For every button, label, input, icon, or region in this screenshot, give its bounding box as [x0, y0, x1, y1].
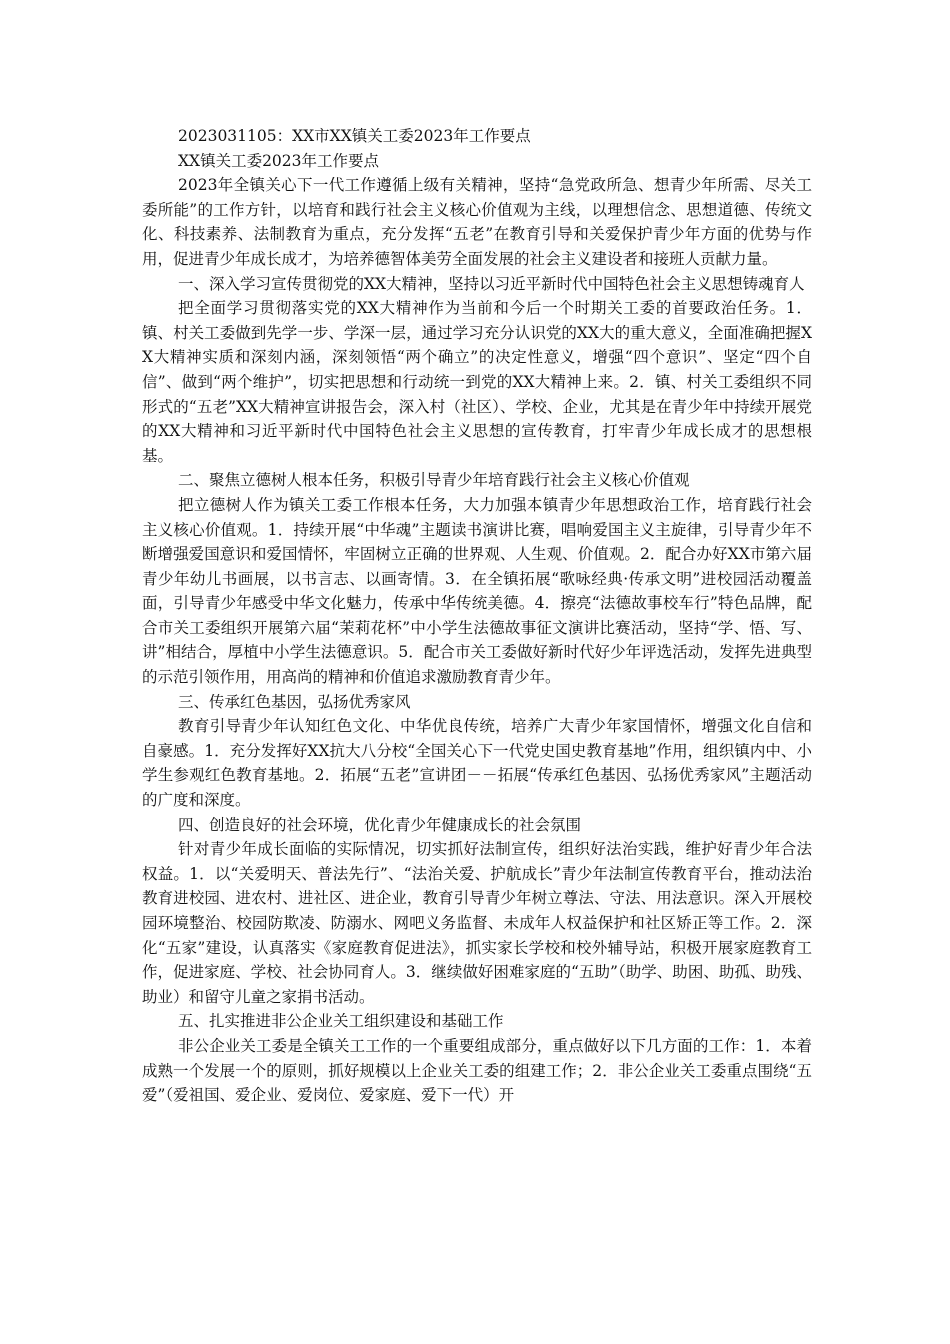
paragraph-section-5: 非公企业关工委是全镇关工工作的一个重要组成部分，重点做好以下几方面的工作：1．本着成熟一个发展一个的原则，抓好规模以上企业关工委的组建工作；2．非公企业关工委重点围绕“五爱”（爱祖国、爱企业、爱岗位、爱家庭、爱下一代）开: [142, 1036, 812, 1105]
paragraph-intro: 2023年全镇关心下一代工作遵循上级有关精神，坚持“急党政所急、想青少年所需、尽关工委所能”的工作方针，以培育和践行社会主义核心价值观为主线，以理想信念、思想道德、传统文化、科技素养、法制教育为重点，充分发挥“五老”在教育引导和关爱保护青少年方面的优势与作用，促进青少年成长成才，为培养德智体美劳全面发展的社会主义建设者和接班人贡献力量。: [142, 176, 812, 268]
section-heading-3: 三、传承红色基因，弘扬优秀家风: [178, 692, 411, 711]
section-heading-1: 一、深入学习宣传贯彻党的XX大精神，坚持以习近平新时代中国特色社会主义思想铸魂育人: [178, 274, 805, 293]
paragraph-section-2: 把立德树人作为镇关工委工作根本任务，大力加强本镇青少年思想政治工作，培育践行社会主义核心价值观。1．持续开展“中华魂”主题读书演讲比赛，唱响爱国主义主旋律，引导青少年不断增强爱国意识和爱国情怀，牢固树立正确的世界观、人生观、价值观。2．配合办好XX市第六届青少年幼儿书画展，以书言志、以画寄情。3．在全镇拓展“歌咏经典·传承文明”进校园活动覆盖面，引导青少年感受中华文化魅力，传承中华传统美德。4．擦亮“法德故事校车行”特色品牌，配合市关工委组织开展第六届“茉莉花杯”中小学生法德故事征文演讲比赛活动，坚持“学、悟、写、讲”相结合，厚植中小学生法德意识。5．配合市关工委做好新时代好少年评选活动，发挥先进典型的示范引领作用，用高尚的精神和价值追求激励教育青少年。: [142, 495, 812, 687]
section-heading-2: 二、聚焦立德树人根本任务，积极引导青少年培育践行社会主义核心价值观: [178, 471, 690, 490]
document-title: XX镇关工委2023年工作要点: [178, 151, 380, 170]
document-page: [142, 124, 812, 1108]
section-heading-4: 四、创造良好的社会环境，优化青少年健康成长的社会氛围: [178, 815, 582, 834]
file-title: 2023031105：XX市XX镇关工委2023年工作要点: [178, 127, 531, 145]
section-heading-5: 五、扎实推进非公企业关工组织建设和基础工作: [178, 1012, 504, 1031]
paragraph-section-1: 把全面学习贯彻落实党的XX大精神作为当前和今后一个时期关工委的首要政治任务。1．镇、村关工委做到先学一步、学深一层，通过学习充分认识党的XX大的重大意义，全面准确把握XX大精神实质和深刻内涵，深刻领悟“两个确立”的决定性意义，增强“四个意识”、坚定“四个自信”、做到“两个维护”，切实把思想和行动统一到党的XX大精神上来。2．镇、村关工委组织不同形式的“五老”XX大精神宣讲报告会，深入村（社区）、学校、企业，尤其是在青少年中持续开展党的XX大精神和习近平新时代中国特色社会主义思想的宣传教育，打牢青少年成长成才的思想根基。: [142, 299, 812, 465]
paragraph-section-4: 针对青少年成长面临的实际情况，切实抓好法制宣传，组织好法治实践，维护好青少年合法权益。1．以“关爱明天、普法先行”、“法治关爱、护航成长”青少年法制宣传教育平台，推动法治教育进校园、进农村、进社区、进企业，教育引导青少年树立尊法、守法、用法意识。深入开展校园环境整治、校园防欺凌、防溺水、网吧义务监督、未成年人权益保护和社区矫正等工作。2．深化“五家”建设，认真落实《家庭教育促进法》，抓实家长学校和校外辅导站，积极开展家庭教育工作，促进家庭、学校、社会协同育人。3．继续做好困难家庭的“五助”（助学、助困、助孤、助残、助业）和留守儿童之家捐书活动。: [142, 840, 812, 1006]
paragraph-section-3: 教育引导青少年认知红色文化、中华优良传统，培养广大青少年家国情怀，增强文化自信和自豪感。1．充分发挥好XX抗大八分校“全国关心下一代党史国史教育基地”作用，组织镇内中、小学生参观红色教育基地。2．拓展“五老”宣讲团－－拓展“传承红色基因、弘扬优秀家风”主题活动的广度和深度。: [142, 717, 812, 810]
